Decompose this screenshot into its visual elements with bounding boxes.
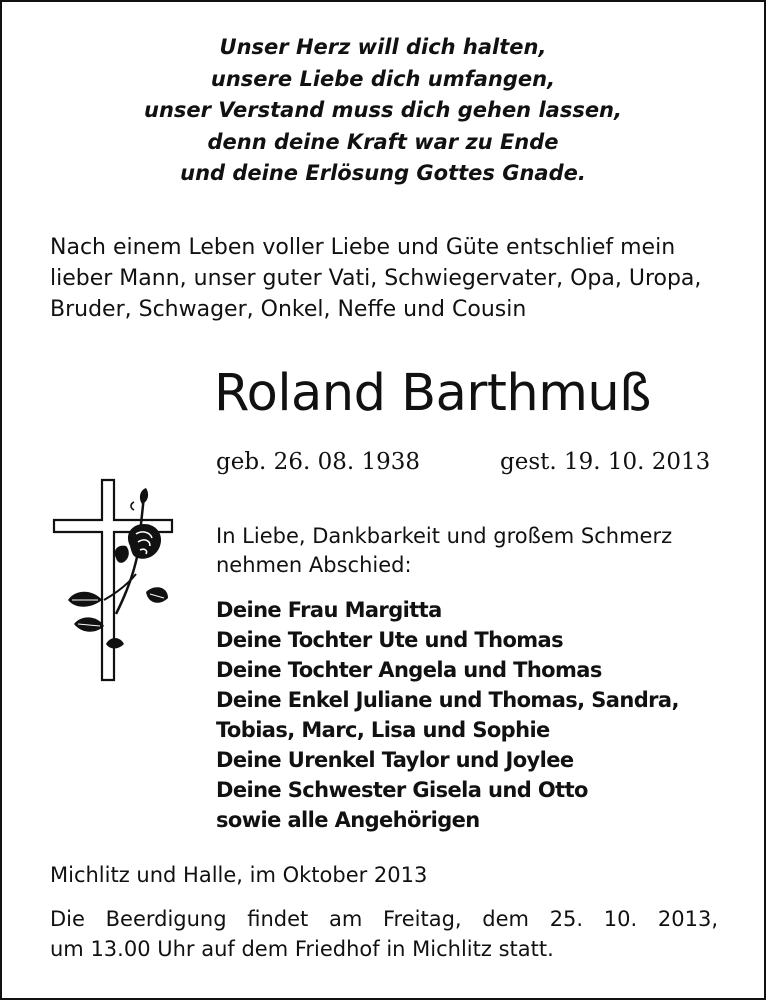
cross-with-rose-icon — [46, 474, 176, 684]
death-date: gest. 19. 10. 2013 — [500, 449, 711, 475]
deceased-name: Roland Barthmuß — [214, 364, 651, 423]
intro-line: Nach einem Leben voller Liebe und Güte entschlief mein — [50, 235, 676, 260]
place-and-date: Michlitz und Halle, im Oktober 2013 — [50, 863, 428, 887]
mourners-list — [216, 595, 679, 835]
funeral-line: Die Beerdigung findet am Freitag, dem 25. 10. 2013, — [50, 907, 718, 931]
farewell-line: In Liebe, Dankbarkeit und großem Schmerz — [216, 524, 673, 548]
mourner-line: Deine Enkel Juliane und Thomas, Sandra, — [216, 688, 679, 712]
funeral-notice — [50, 904, 718, 964]
farewell-text — [216, 522, 672, 580]
mourner-line: Deine Schwester Gisela und Otto — [216, 778, 588, 802]
birth-date: geb. 26. 08. 1938 — [216, 449, 420, 475]
mourner-line: Deine Urenkel Taylor und Joylee — [216, 748, 574, 772]
mourner-line: Deine Frau Margitta — [216, 598, 442, 622]
intro-line: Bruder, Schwager, Onkel, Neffe und Cousin — [50, 297, 527, 322]
poem-line: denn deine Kraft war zu Ende — [207, 129, 559, 154]
intro-text — [50, 232, 720, 325]
poem — [0, 32, 766, 190]
mourner-line: Deine Tochter Ute und Thomas — [216, 628, 564, 652]
farewell-line: nehmen Abschied: — [216, 553, 412, 577]
funeral-line: um 13.00 Uhr auf dem Friedhof in Michlitz statt. — [50, 937, 554, 961]
poem-line: unser Verstand muss dich gehen lassen, — [144, 98, 622, 122]
poem-line: und deine Erlösung Gottes Gnade. — [180, 161, 586, 185]
mourner-line: Tobias, Marc, Lisa und Sophie — [216, 718, 550, 742]
mourner-line: Deine Tochter Angela und Thomas — [216, 658, 602, 682]
mourner-line: sowie alle Angehörigen — [216, 808, 480, 832]
poem-line: unsere Liebe dich umfangen, — [210, 66, 556, 91]
intro-line: lieber Mann, unser guter Vati, Schwiegervater, Opa, Uropa, — [50, 266, 702, 291]
poem-line: Unser Herz will dich halten, — [219, 35, 547, 59]
